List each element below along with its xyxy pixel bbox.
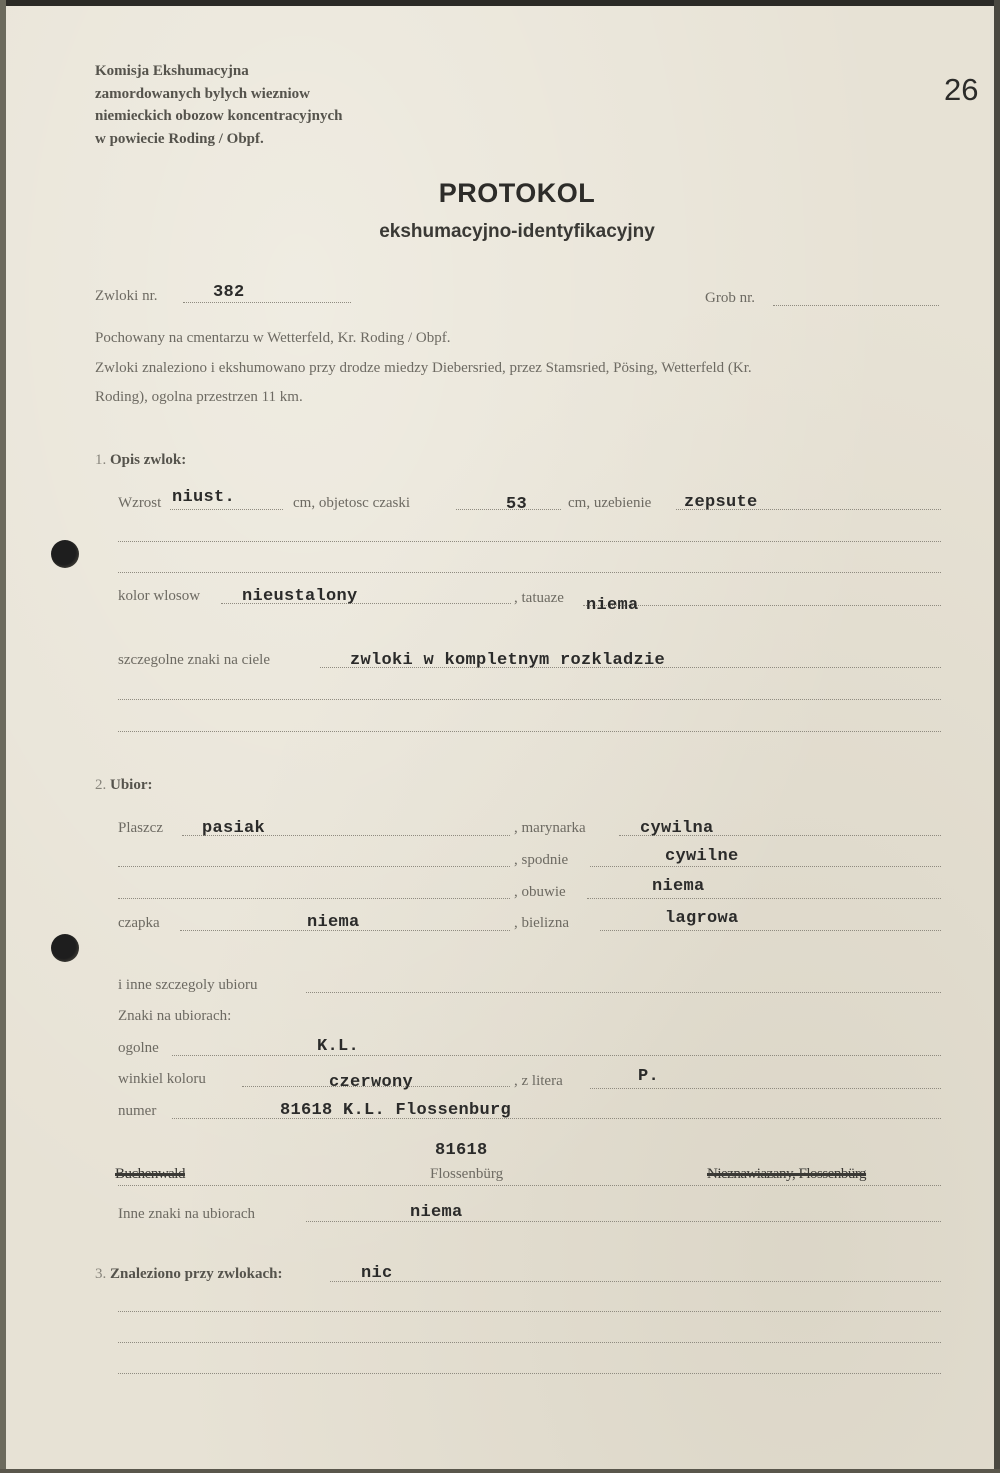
znaki-na-ubiorach-label: Znaki na ubiorach: [118, 1008, 232, 1024]
header-line: Komisja Ekshumacyjna [95, 63, 249, 79]
grob-field-line [773, 305, 939, 306]
numer-label: numer [118, 1103, 157, 1119]
litera-field-line [590, 1088, 941, 1089]
punch-hole-bottom [51, 934, 79, 962]
blank-line [118, 1373, 941, 1374]
header-line: w powiecie Roding / Obpf. [95, 130, 264, 147]
obuwie-value: niema [652, 877, 705, 896]
blank-line [118, 898, 510, 899]
numer-value: 81618 K.L. Flossenburg [280, 1101, 512, 1120]
znaleziono-value: nic [361, 1264, 393, 1283]
spodnie-value: cywilne [665, 847, 739, 866]
header-line: zamordowanych bylych wiezniow [95, 85, 310, 102]
blank-line [118, 1342, 941, 1343]
bielizna-value: lagrowa [665, 909, 739, 928]
flossenburg-label: Flossenbürg [430, 1166, 504, 1182]
zwloki-label: Zwloki nr. [95, 288, 158, 304]
section-1-heading [95, 452, 186, 469]
spodnie-field-line [590, 866, 941, 867]
section-2-title: Ubior: [110, 777, 153, 793]
wzrost-value: niust. [172, 488, 236, 507]
obuwie-label: , obuwie [514, 884, 566, 900]
litera-label: , z litera [514, 1073, 563, 1089]
plaszcz-label: Plaszcz [118, 820, 163, 836]
section-1-number: 1. [95, 452, 107, 468]
section-2-heading [95, 777, 153, 794]
ogolne-label: ogolne [118, 1040, 159, 1056]
znaki-label: szczegolne znaki na ciele [118, 652, 270, 668]
winkiel-label: winkiel koloru [118, 1071, 206, 1087]
blank-line [118, 1311, 941, 1312]
section-3-number: 3. [95, 1266, 107, 1282]
section-3-heading [95, 1266, 283, 1283]
document-title: PROTOKOL [438, 178, 596, 208]
ogolne-field-line [172, 1055, 941, 1056]
marynarka-label: , marynarka [514, 820, 586, 836]
czaszka-label: cm, objetosc czaski [293, 495, 411, 511]
inne-znaki-label: Inne znaki na ubiorach [118, 1206, 256, 1222]
uzebienie-value: zepsute [684, 493, 758, 512]
section-2-number: 2. [95, 777, 107, 793]
obuwie-field-line [587, 898, 941, 899]
znaleziono-line1: Zwloki znaleziono i ekshumowano przy drodze miedzy Diebersried, przez Stamsried, Pösing, Wetterfeld (Kr. [95, 360, 752, 376]
blank-line [118, 572, 941, 573]
ogolne-value: K.L. [317, 1037, 360, 1056]
niezwiazany-struck: Nieznawiazany, Flossenbürg [707, 1166, 867, 1182]
pochowany-text: Pochowany na cmentarzu w Wetterfeld, Kr. Roding / Obpf. [95, 330, 451, 346]
tatuaze-label: , tatuaze [514, 590, 564, 606]
czapka-value: niema [307, 913, 360, 932]
uzebienie-label: cm, uzebienie [568, 495, 652, 511]
punch-hole-top [51, 540, 79, 568]
blank-line [118, 699, 941, 700]
scan-edge-top [0, 0, 1000, 6]
blank-line [118, 731, 941, 732]
winkiel-value: czerwony [329, 1073, 414, 1092]
plaszcz-value: pasiak [202, 819, 266, 838]
numer-value-secondary: 81618 [435, 1141, 488, 1160]
bielizna-label: , bielizna [514, 915, 569, 931]
document-subtitle: ekshumacyjno-identyfikacyjny [379, 221, 655, 242]
marynarka-value: cywilna [640, 819, 714, 838]
czaszka-value: 53 [506, 495, 528, 514]
wzrost-field-line [170, 509, 283, 510]
blank-line [118, 866, 510, 867]
page-number: 26 [944, 72, 979, 107]
blank-line [118, 541, 941, 542]
inne-szczegoly-field-line [306, 992, 941, 993]
tatuaze-value: niema [586, 596, 639, 615]
zwloki-value: 382 [213, 283, 245, 302]
inne-znaki-field-line [306, 1221, 941, 1222]
znaleziono-line2: Roding), ogolna przestrzen 11 km. [95, 389, 303, 405]
bielizna-field-line [600, 930, 941, 931]
grob-label: Grob nr. [705, 290, 755, 306]
znaleziono-field-line [330, 1281, 941, 1282]
wlosy-label: kolor wlosow [118, 588, 201, 604]
wlosy-value: nieustalony [242, 587, 358, 606]
buchenwald-struck: Buchenwald [115, 1166, 185, 1182]
czapka-label: czapka [118, 915, 160, 931]
wzrost-label: Wzrost [118, 495, 162, 511]
blank-line [118, 1185, 941, 1186]
inne-znaki-value: niema [410, 1203, 463, 1222]
section-3-title: Znaleziono przy zwlokach: [110, 1266, 283, 1282]
znaki-value: zwloki w kompletnym rozkladzie [350, 651, 666, 670]
zwloki-field-line [183, 302, 351, 303]
inne-szczegoly-label: i inne szczegoly ubioru [118, 977, 258, 993]
litera-value: P. [638, 1067, 660, 1086]
header-line: niemieckich obozow koncentracyjnych [95, 108, 343, 124]
section-1-title: Opis zwlok: [110, 452, 187, 468]
scan-edge-bottom [0, 1469, 1000, 1473]
commission-header [95, 60, 342, 150]
spodnie-label: , spodnie [514, 852, 569, 868]
